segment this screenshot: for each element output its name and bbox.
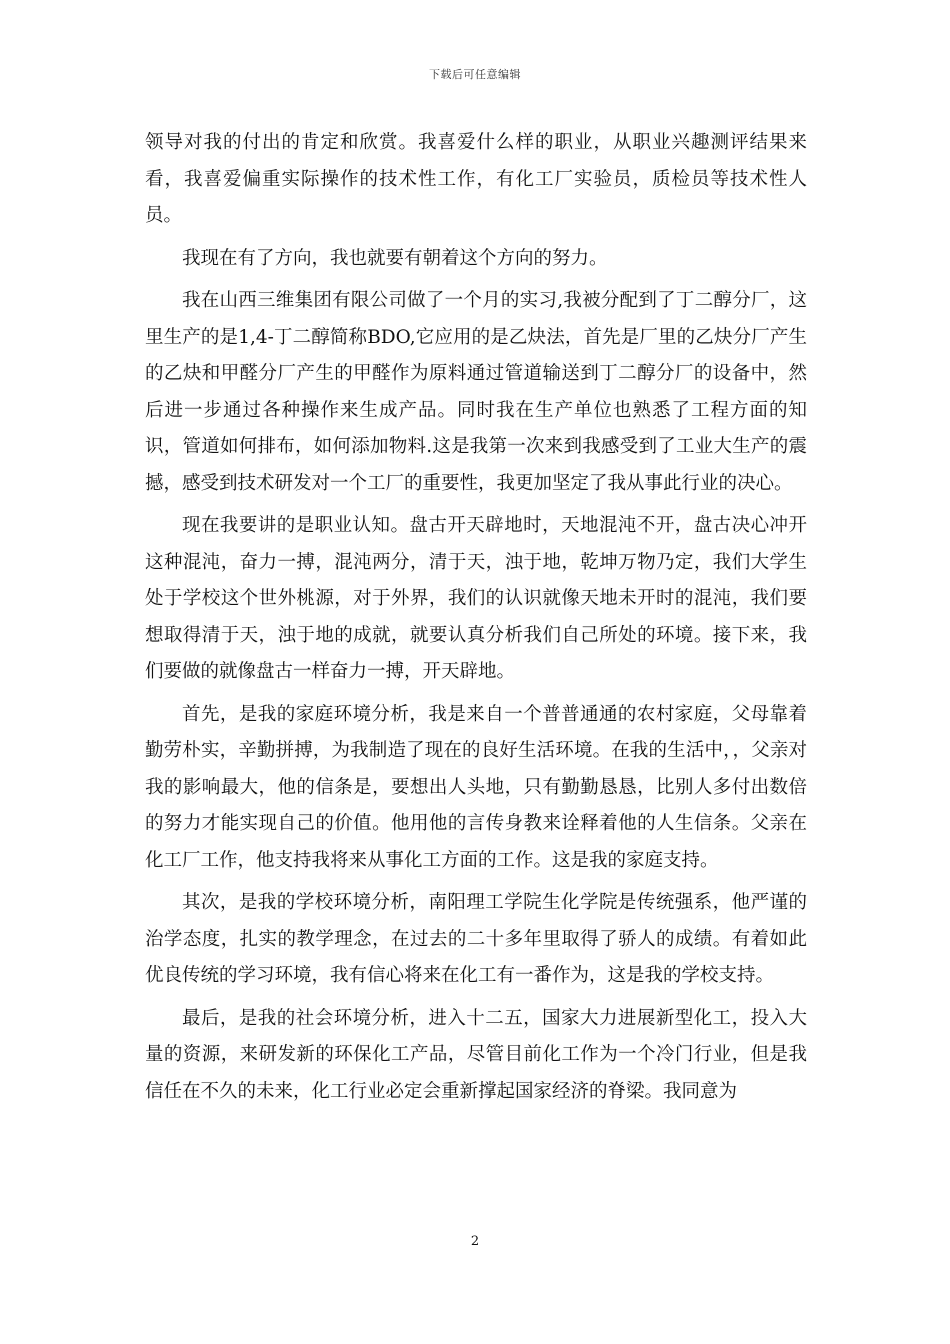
paragraph: 首先，是我的家庭环境分析，我是来自一个普普通通的农村家庭，父母靠着勤劳朴实，辛勤拼搏，为我制造了现在的良好生活环境。在我的生活中，，父亲对我的影响最大，他的信条是，要想出人头地，只有勤勤恳恳，比别人多付出数倍的努力才能实现自己的价值。他用他的言传身教来诠释着他的人生信条。父亲在化工厂工作，他支持我将来从事化工方面的工作。这是我的家庭支持。 xyxy=(145,703,807,871)
paragraph: 我在山西三维集团有限公司做了一个月的实习,我被分配到了丁二醇分厂，这里生产的是1,4-丁二醇简称BDO,它应用的是乙炔法，首先是厂里的乙炔分厂产生的乙炔和甲醛分厂产生的甲醛作为原料通过管道输送到丁二醇分厂的设备中，然后进一步通过各种操作来生成产品。同时我在生产单位也熟悉了工程方面的知识，管道如何排布，如何添加物料.这是我第一次来到我感受到了工业大生产的震撼，感受到技术研发对一个工厂的重要性，我更加坚定了我从事此行业的决心。 xyxy=(145,290,807,494)
paragraph: 其次，是我的学校环境分析，南阳理工学院生化学院是传统强系，他严谨的治学态度，扎实的教学理念，在过去的二十多年里取得了骄人的成绩。有着如此优良传统的学习环境，我有信心将来在化工有一番作为，这是我的学校支持。 xyxy=(145,892,807,986)
document-body xyxy=(145,125,807,1116)
paragraph: 我现在有了方向，我也就要有朝着这个方向的努力。 xyxy=(182,247,608,269)
page-number: 2 xyxy=(470,1234,480,1249)
page-header: 下载后可任意编辑 xyxy=(429,68,521,81)
paragraph: 现在我要讲的是职业认知。盘古开天辟地时，天地混沌不开，盘古决心冲开这种混沌，奋力一搏，混沌两分，清于天，浊于地，乾坤万物乃定，我们大学生处于学校这个世外桃源，对于外界，我们的认识就像天地未开时的混沌，我们要想取得清于天，浊于地的成就，就要认真分析我们自己所处的环境。接下来，我们要做的就像盘古一样奋力一搏，开天辟地。 xyxy=(145,515,807,682)
paragraph: 最后，是我的社会环境分析，进入十二五，国家大力进展新型化工，投入大量的资源，来研发新的环保化工产品，尽管目前化工作为一个冷门行业，但是我信任在不久的未来，化工行业必定会重新撑起国家经济的脊梁。我同意为 xyxy=(145,1007,807,1102)
paragraph-continuation: 领导对我的付出的肯定和欣赏。我喜爱什么样的职业，从职业兴趣测评结果来看，我喜爱偏重实际操作的技术性工作，有化工厂实验员，质检员等技术性人员。 xyxy=(145,132,807,226)
